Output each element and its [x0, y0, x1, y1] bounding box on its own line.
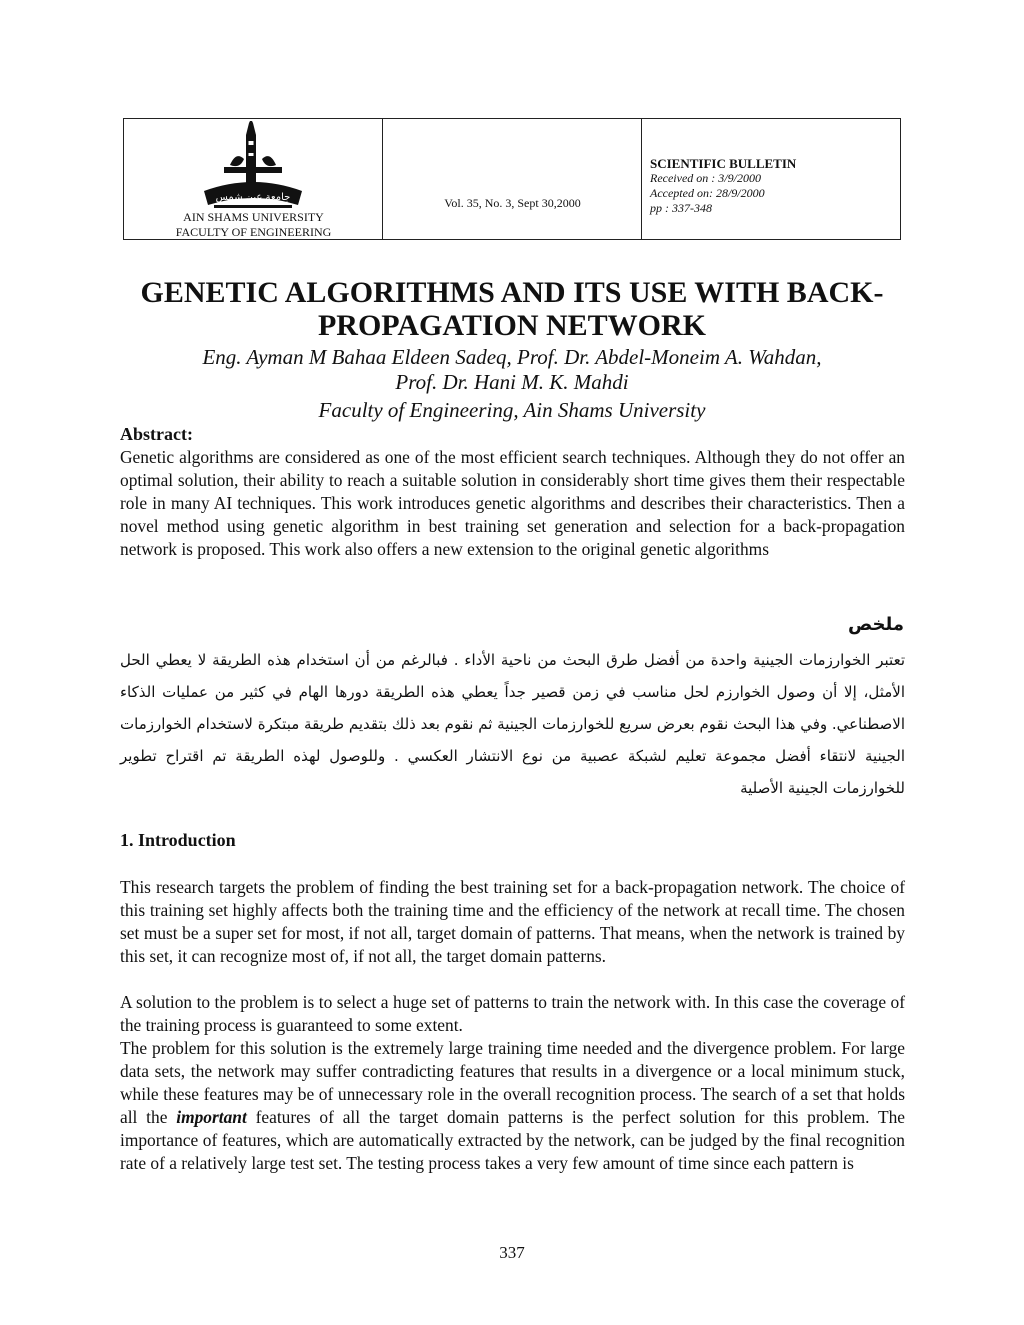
paragraph-3-part-a: The problem for this solution is the extremely large training time needed and the divergence problem. For large data sets, the network may suffer contradicting features that results in a divergence or a local minimum stuck, while these features may be of unnecessary role in the overall recognition process. The search of a set that holds all the	[120, 1038, 905, 1127]
accepted-date: Accepted on: 28/9/2000	[650, 186, 765, 200]
authors-line-1: Eng. Ayman M Bahaa Eldeen Sadeq, Prof. Dr. Abdel-Moneim A. Wahdan,	[202, 345, 822, 369]
received-date: Received on : 3/9/2000	[650, 171, 761, 185]
university-logo-icon	[194, 121, 312, 213]
introduction-paragraph-3	[120, 1037, 905, 1175]
page-range: pp : 337-348	[650, 201, 712, 215]
introduction-paragraph-1: This research targets the problem of finding the best training set for a back-propagation network. The choice of this training set highly affects both the training time and the efficiency of the network at recall time. The chosen set must be a super set for most, if not all, target domain of patterns. That means, when the network is trained by this set, it can recognize most of, if not all, the target domain patterns.	[120, 877, 905, 966]
volume-info: Vol. 35, No. 3, Sept 30,2000	[444, 196, 581, 210]
faculty-name: FACULTY OF ENGINEERING	[175, 225, 332, 239]
page-number: 337	[499, 1243, 525, 1262]
abstract-text: Genetic algorithms are considered as one of the most efficient search techniques. Although they do not offer an optimal solution, their ability to reach a suitable solution in considerably short time gives them their respectable role in many AI techniques. This work introduces genetic algorithms and describes their characteristics. Then a novel method using genetic algorithm in best training set generation and selection for a back-propagation network is proposed. This work also offers a new extension to the original genetic algorithms	[120, 447, 905, 559]
affiliation: Faculty of Engineering, Ain Shams University	[318, 398, 706, 422]
paragraph-3-part-b: features of all the target domain patterns is the perfect solution for this problem. The importance of features, which are automatically extracted by the network, can be judged by the final recognition rate of a relatively large test set. The testing process takes a very few amount of time since each pattern is	[120, 1107, 906, 1173]
header-table	[123, 118, 901, 240]
title-line-1: GENETIC ALGORITHMS AND ITS USE WITH BACK-	[140, 276, 884, 309]
bulletin-title: SCIENTIFIC BULLETIN	[650, 156, 797, 171]
university-name: AIN SHAMS UNIVERSITY	[183, 210, 324, 224]
header-bulletin-cell	[642, 119, 900, 239]
author-list	[120, 345, 904, 395]
bulletin-info	[650, 156, 796, 216]
title-line-2: PROPAGATION NETWORK	[317, 309, 707, 342]
authors-line-2: Prof. Dr. Hani M. K. Mahdi	[395, 370, 629, 394]
logo-script: جامعة عين شمس	[215, 192, 291, 203]
arabic-abstract-text: تعتبر الخوارزمات الجينية واحدة من أفضل طرق البحث من ناحية الأداء . فبالرغم من أن استخدام هذه الطريقة لا يعطي الحل الأمثل، إلا أن وصول الخوارزم لحل مناسب في زمن قصير جداً يعطي هذه الطريقة دورها الهام في كثير من عمليات الذكاء الاصطناعي. وفي هذا البحث نقوم بعرض سريع للخوارزمات الجينية ثم نقوم بعد ذلك بتقديم طريقة مبتكرة لاستخدام الخوارزمات الجينية لانتقاء أفضل مجموعة تعليم لشبكة عصبية من نوع الانتشار العكسي . وللوصول لهذه الطريقة تم اقتراح تطوير للخوارزمات الجينية الأصلية	[120, 651, 905, 797]
introduction-heading: 1. Introduction	[120, 830, 236, 850]
header-university-cell	[124, 119, 383, 239]
arabic-abstract-heading: ملخص	[847, 614, 904, 635]
introduction-paragraph-2: A solution to the problem is to select a huge set of patterns to train the network with. In this case the coverage of the training process is guaranteed to some extent.	[120, 992, 905, 1035]
paper-title	[120, 276, 904, 342]
emphasized-word: important	[176, 1107, 247, 1127]
abstract-heading: Abstract:	[120, 424, 193, 444]
header-volume-cell	[383, 119, 642, 239]
